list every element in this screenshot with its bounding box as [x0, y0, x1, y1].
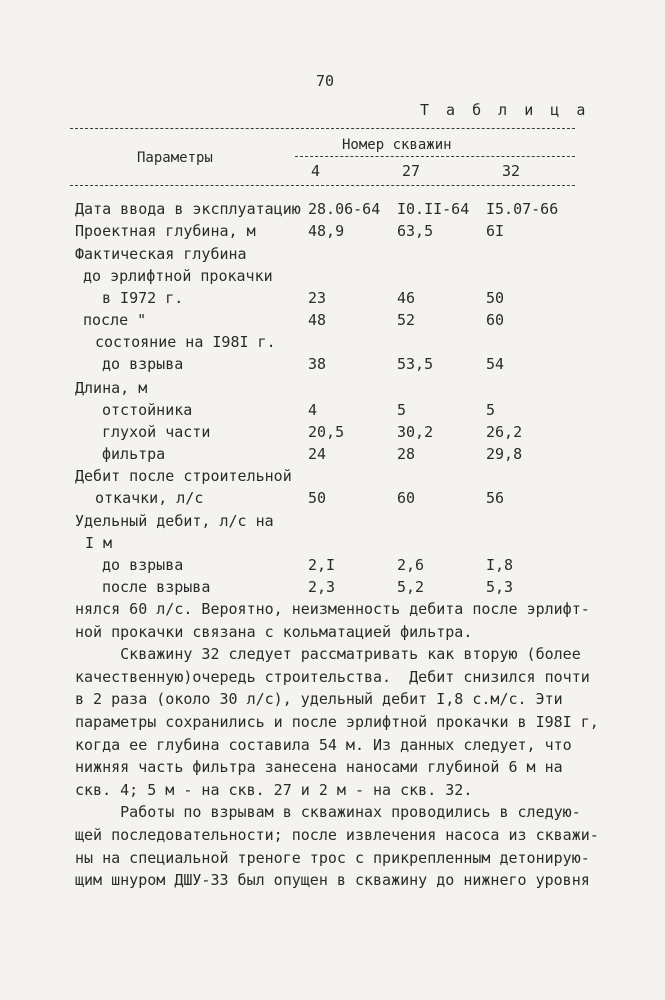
cell-well-27: 63,5 — [397, 222, 434, 240]
col-header-well-27: 27 — [402, 162, 421, 180]
cell-well-27: 52 — [397, 311, 416, 329]
text-line: качественную)очередь строительства. Дебит снизился почти — [75, 667, 590, 686]
cell-well-32: 5 — [486, 401, 496, 419]
text-line: в 2 раза (около 30 л/с), удельный дебит I,8 с.м/с. Эти — [75, 690, 563, 709]
cell-well-27: 30,2 — [397, 423, 434, 441]
header-wells-group: Номер скважин — [342, 137, 452, 153]
cell-well-27: 2,6 — [397, 556, 425, 574]
row-label: состояние на I98I г. — [95, 333, 276, 351]
row-label: Фактическая глубина — [75, 245, 247, 263]
row-label: I м — [85, 534, 113, 552]
row-label: до эрлифтной прокачки — [83, 267, 273, 285]
cell-well-32: 54 — [486, 355, 505, 373]
cell-well-4: 38 — [308, 355, 327, 373]
table-header-bottom-rule — [70, 185, 575, 186]
row-label: после " — [83, 311, 147, 329]
row-label: фильтра — [102, 445, 166, 463]
row-label: Длина, м — [75, 379, 148, 397]
row-label: Дебит после строительной — [75, 467, 292, 485]
row-label: Дата ввода в эксплуатацию — [75, 200, 301, 218]
cell-well-4: 48 — [308, 311, 327, 329]
cell-well-32: 26,2 — [486, 423, 523, 441]
page-number: 70 — [316, 72, 335, 90]
text-line: когда ее глубина составила 54 м. Из данных следует, что — [75, 735, 572, 754]
cell-well-4: 24 — [308, 445, 327, 463]
cell-well-27: 28 — [397, 445, 416, 463]
cell-well-4: 2,I — [308, 556, 336, 574]
text-line: Работы по взрывам в скважинах проводились в следую- — [75, 803, 581, 822]
cell-well-27: 60 — [397, 489, 416, 507]
cell-well-32: 60 — [486, 311, 505, 329]
text-line: ной прокачки связана с кольматацией фильтра. — [75, 622, 473, 641]
row-label: откачки, л/с — [95, 489, 204, 507]
row-label: отстойника — [102, 401, 193, 419]
text-line: параметры сохранились и после эрлифтной прокачки в I98I г, — [75, 713, 599, 731]
cell-well-32: I5.07-66 — [486, 200, 559, 218]
row-label: до взрыва — [102, 556, 184, 574]
cell-well-27: 5 — [397, 401, 407, 419]
table-top-rule — [70, 128, 575, 129]
col-header-well-32: 32 — [502, 162, 521, 180]
cell-well-32: 56 — [486, 489, 505, 507]
cell-well-32: I,8 — [486, 556, 514, 574]
cell-well-4: 20,5 — [308, 423, 345, 441]
cell-well-4: 50 — [308, 489, 327, 507]
cell-well-4: 4 — [308, 401, 318, 419]
header-parameters: Параметры — [137, 150, 213, 166]
cell-well-4: 23 — [308, 289, 327, 307]
col-header-well-4: 4 — [311, 162, 321, 180]
text-line: нижняя часть фильтра занесена наносами глубиной 6 м на — [75, 758, 563, 777]
text-line: нялся 60 л/с. Вероятно, неизменность дебита после эрлифт- — [75, 600, 590, 618]
cell-well-32: 50 — [486, 289, 505, 307]
text-line: Скважину 32 следует рассматривать как вторую (более — [75, 645, 581, 664]
row-label: в I972 г. — [102, 289, 184, 307]
cell-well-4: 48,9 — [308, 222, 345, 240]
table-caption: Т а б л и ц а — [420, 101, 590, 119]
row-label: Удельный дебит, л/с на — [75, 512, 274, 530]
row-label: до взрыва — [102, 355, 184, 373]
text-line: щим шнуром ДШУ-33 был опущен в скважину до нижнего уровня — [75, 871, 590, 890]
text-line: скв. 4; 5 м - на скв. 27 и 2 м - на скв. 32. — [75, 780, 473, 799]
row-label: после взрыва — [102, 578, 211, 596]
header-wells-rule — [295, 156, 575, 157]
cell-well-27: 5,2 — [397, 578, 425, 596]
text-line: щей последовательности; после извлечения насоса из скважи- — [75, 826, 599, 844]
cell-well-32: 5,3 — [486, 578, 514, 596]
cell-well-27: 46 — [397, 289, 416, 307]
cell-well-32: 6I — [486, 222, 505, 240]
cell-well-4: 28.06-64 — [308, 200, 381, 218]
cell-well-27: 53,5 — [397, 355, 434, 373]
row-label: глухой части — [102, 423, 211, 441]
text-line: ны на специальной треноге трос с прикрепленным детонирую- — [75, 848, 590, 867]
row-label: Проектная глубина, м — [75, 222, 256, 240]
cell-well-4: 2,3 — [308, 578, 336, 596]
cell-well-27: I0.II-64 — [397, 200, 470, 218]
cell-well-32: 29,8 — [486, 445, 523, 463]
